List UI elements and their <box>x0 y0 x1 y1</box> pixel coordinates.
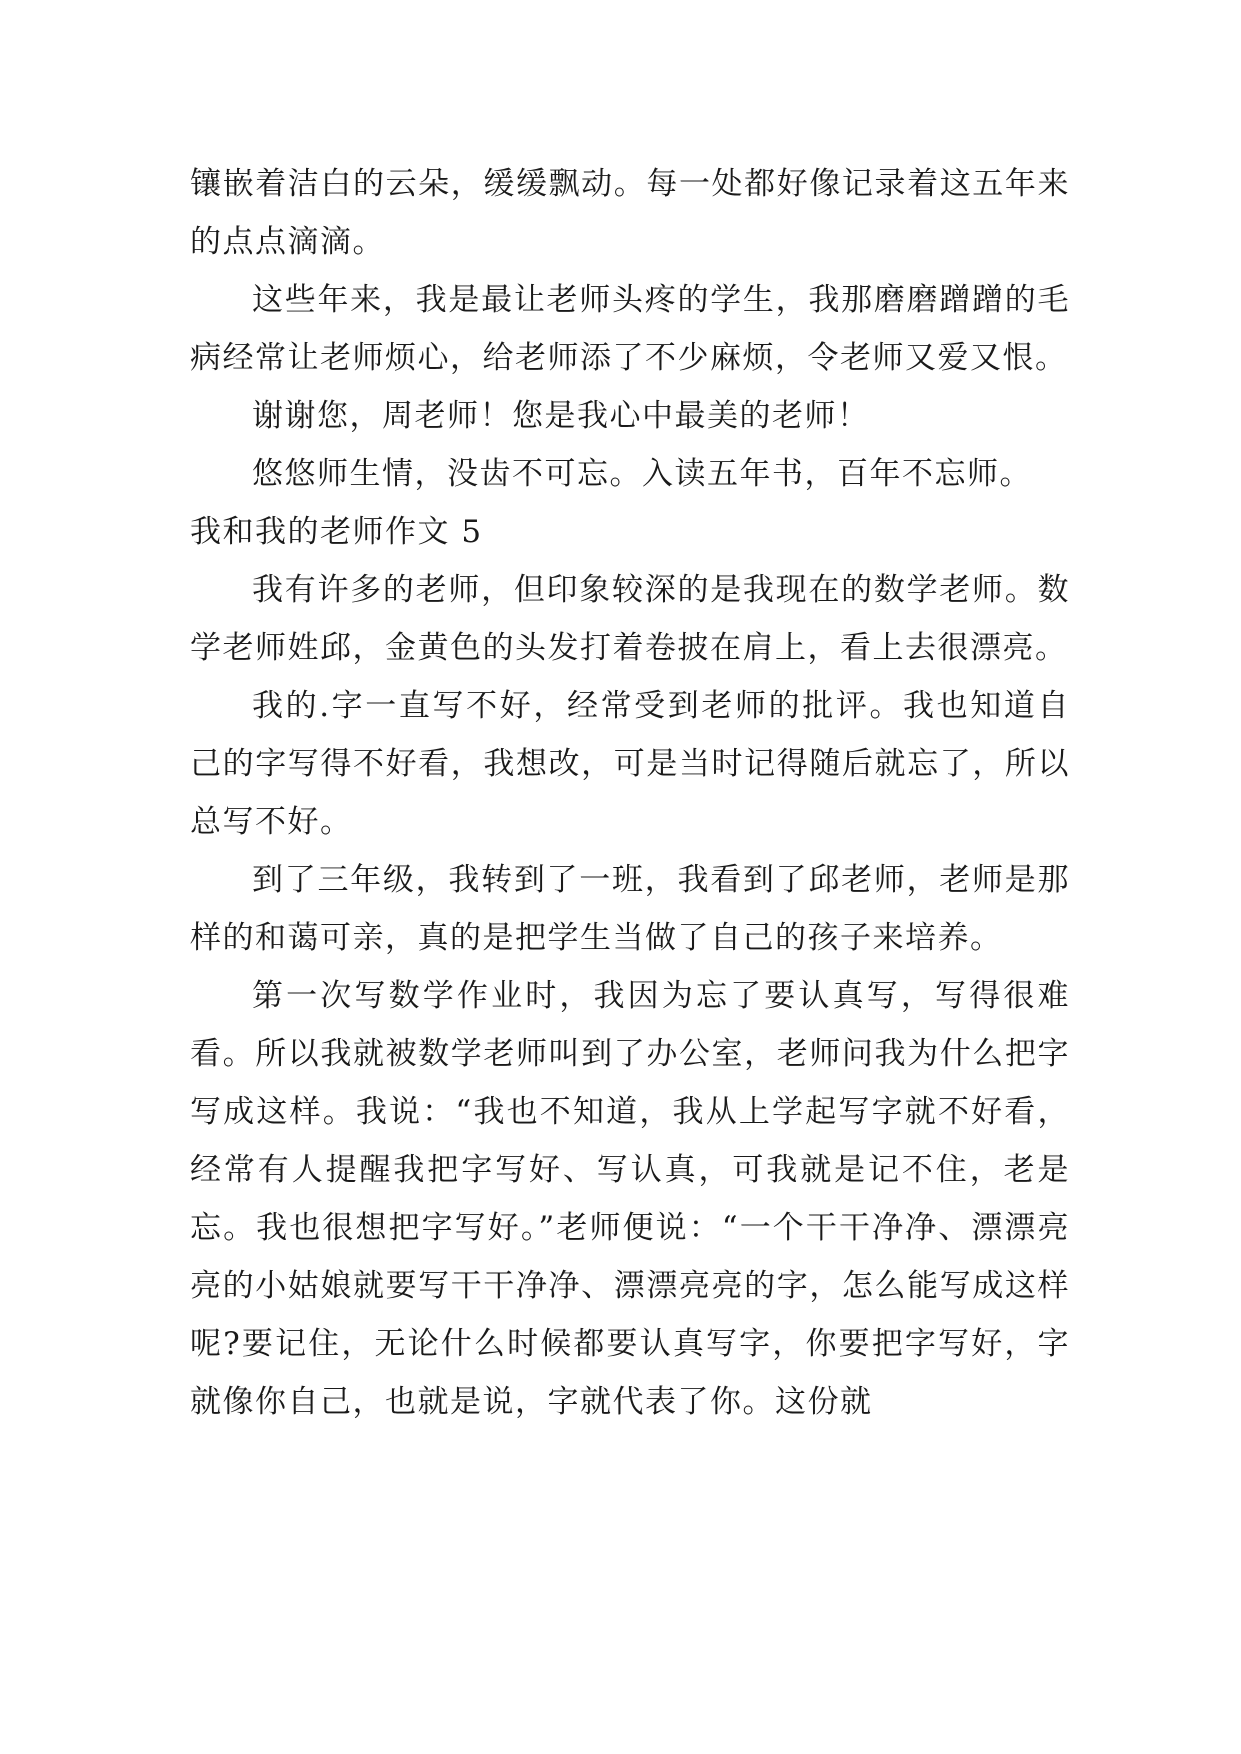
paragraph-closing: 悠悠师生情，没齿不可忘。入读五年书，百年不忘师。 <box>252 456 1032 492</box>
document-page <box>190 155 1070 1431</box>
paragraph-handwriting: 我的.字一直写不好，经常受到老师的批评。我也知道自己的字写得不好看，我想改，可是当时记得随后就忘了，所以总写不好。 <box>190 688 1070 840</box>
paragraph-thanks: 谢谢您，周老师！您是我心中最美的老师！ <box>252 398 870 434</box>
paragraph-first-homework: 第一次写数学作业时，我因为忘了要认真写，写得很难看。所以我就被数学老师叫到了办公室，老师问我为什么把字写成这样。我说：“我也不知道，我从上学起写字就不好看，经常有人提醒我把字写好、写认真，可我就是记不住，老是忘。我也很想把字写好。”老师便说：“一个干干净净、漂漂亮亮的小姑娘就要写干干净净、漂漂亮亮的字，怎么能写成这样呢?要记住，无论什么时候都要认真写字，你要把字写好，字就像你自己，也就是说，字就代表了你。这份就 <box>190 978 1070 1420</box>
paragraph-troublesome-student: 这些年来，我是最让老师头疼的学生，我那磨磨蹭蹭的毛病经常让老师烦心，给老师添了不少麻烦，令老师又爱又恨。 <box>190 282 1070 376</box>
essay-heading: 我和我的老师作文 5 <box>190 514 483 550</box>
paragraph-third-grade: 到了三年级，我转到了一班，我看到了邱老师，老师是那样的和蔼可亲，真的是把学生当做了自己的孩子来培养。 <box>190 862 1070 956</box>
paragraph-continuation: 镶嵌着洁白的云朵，缓缓飘动。每一处都好像记录着这五年来的点点滴滴。 <box>190 166 1070 260</box>
paragraph-math-teacher: 我有许多的老师，但印象较深的是我现在的数学老师。数学老师姓邱，金黄色的头发打着卷披在肩上，看上去很漂亮。 <box>190 572 1070 666</box>
